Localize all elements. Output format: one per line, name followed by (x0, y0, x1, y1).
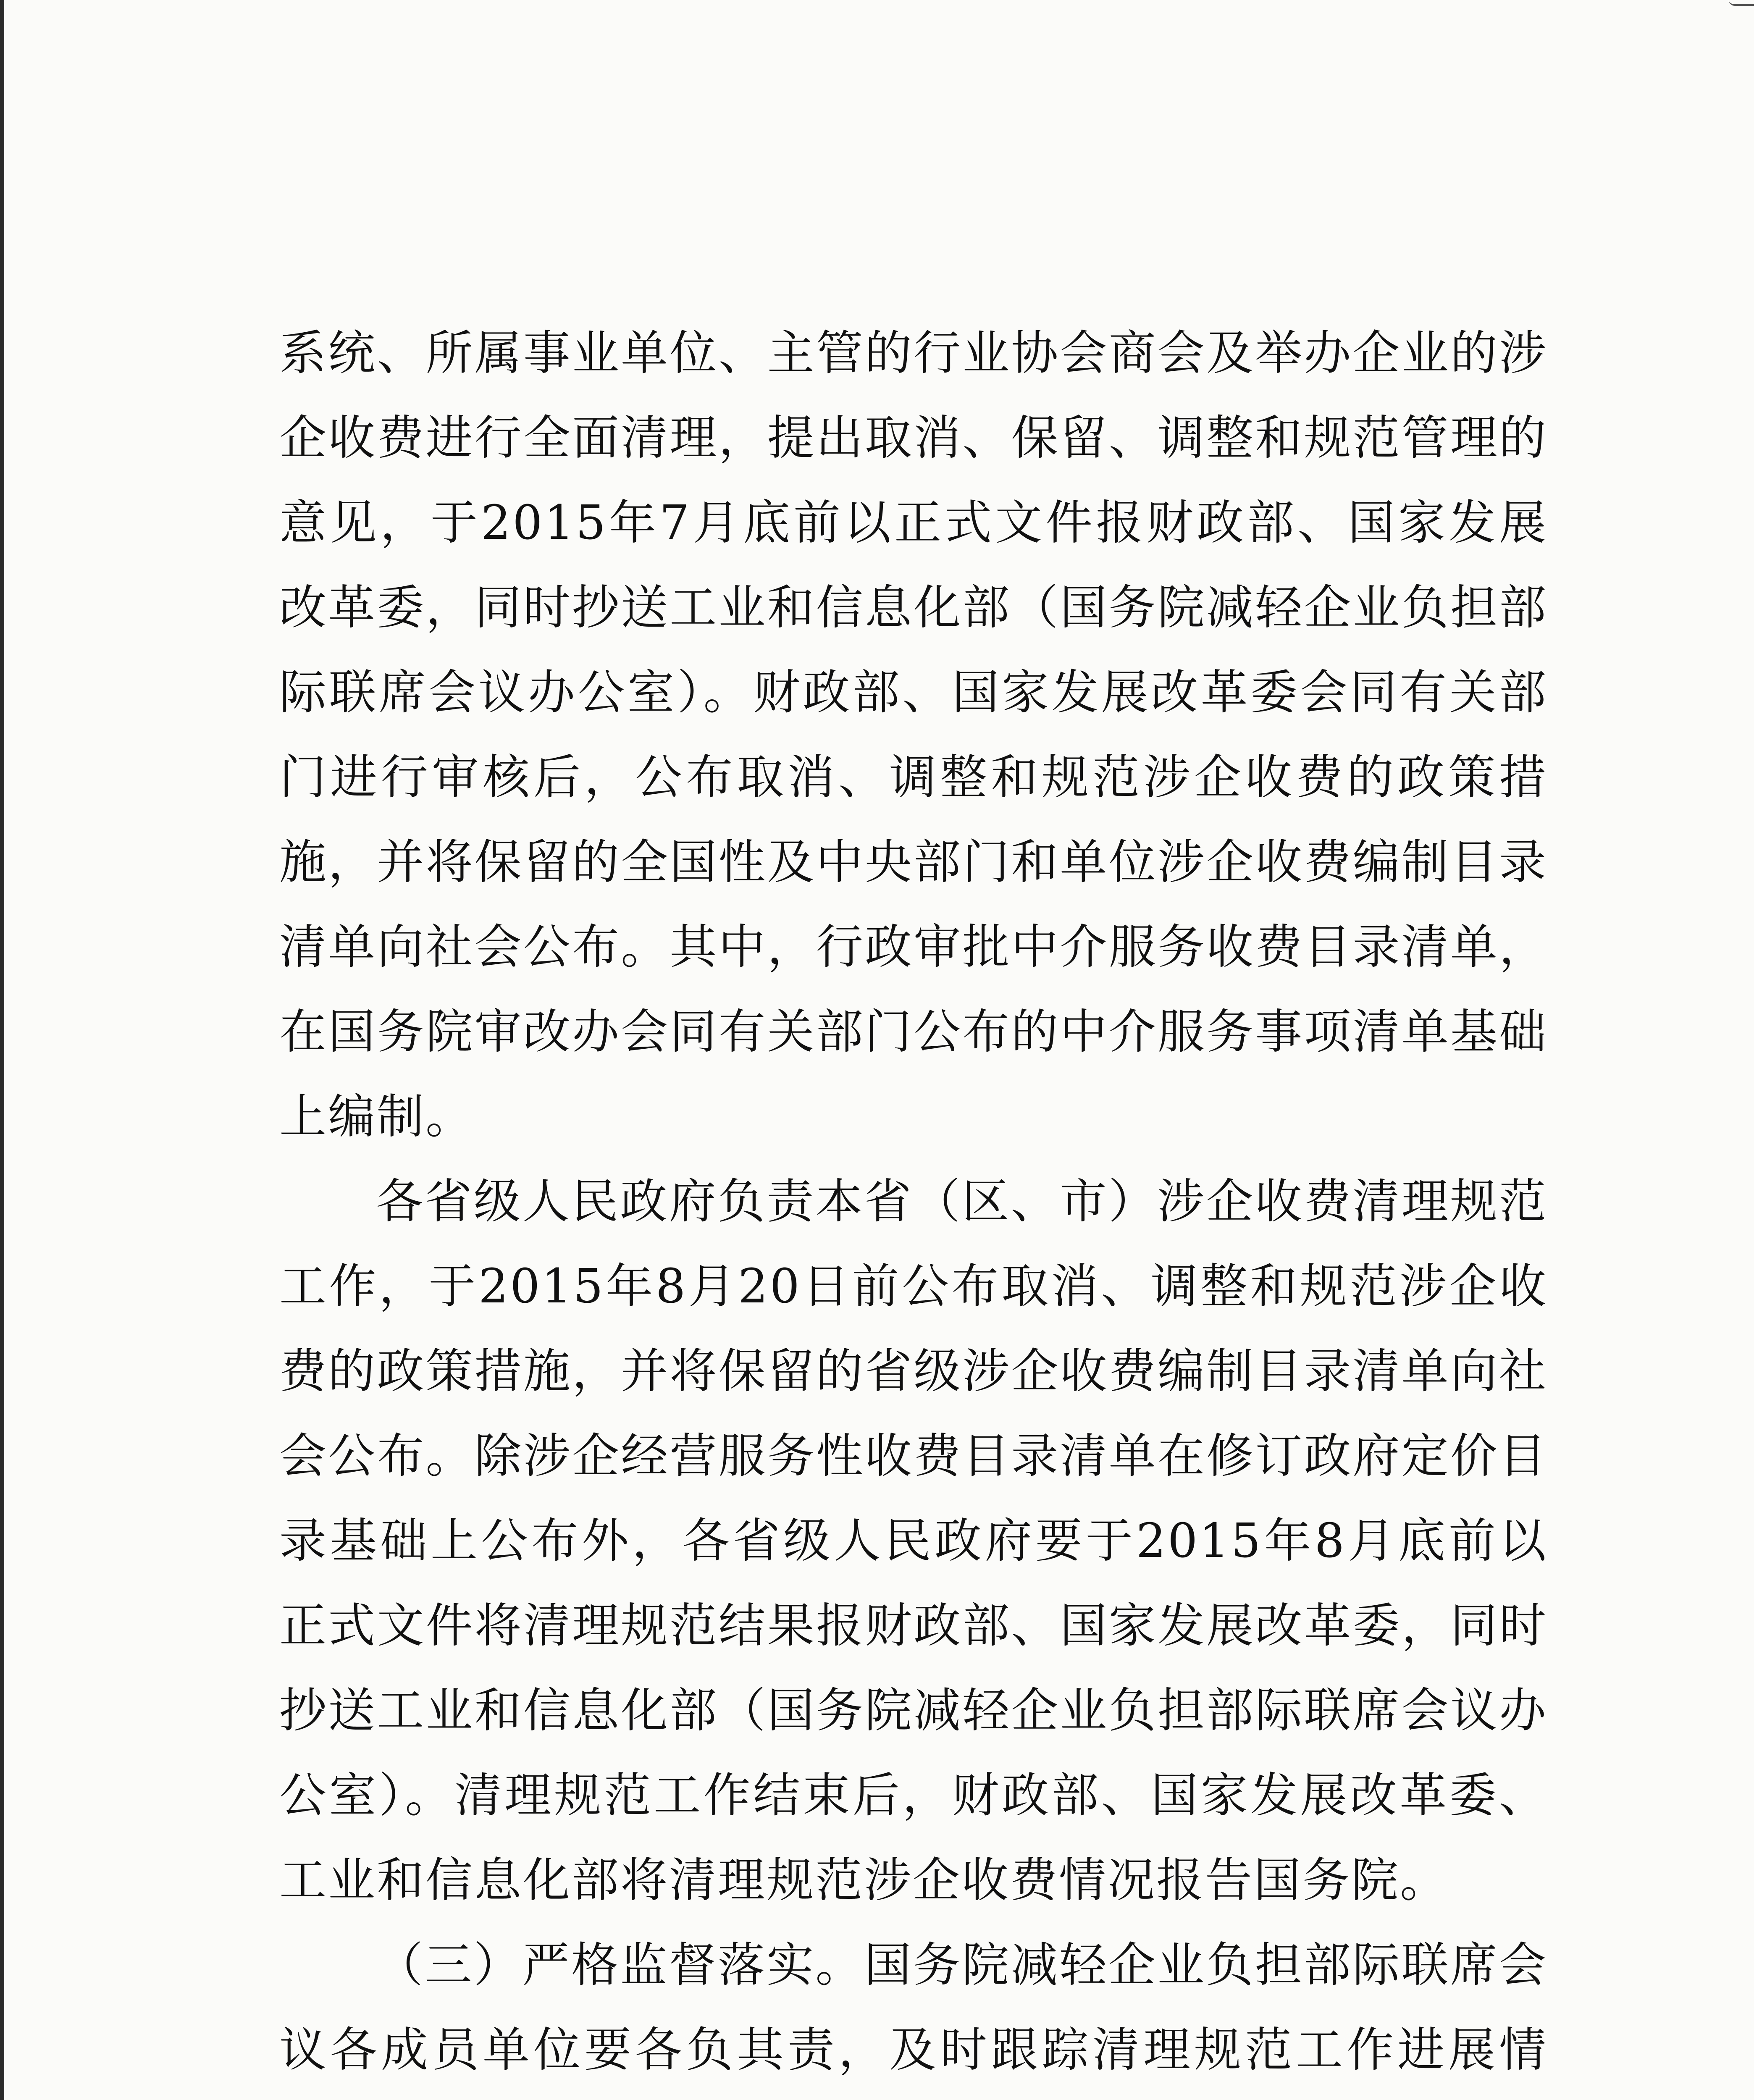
document-body (279, 311, 1548, 2100)
paragraph-continuation: 系统、所属事业单位、主管的行业协会商会及举办企业的涉企收费进行全面清理，提出取消、保留、调整和规范管理的意见，于2015年7月底前以正式文件报财政部、国家发展改革委，同时抄送工业和信息化部（国务院减轻企业负担部际联席会议办公室）。财政部、国家发展改革委会同有关部门进行审核后，公布取消、调整和规范涉企收费的政策措施，并将保留的全国性及中央部门和单位涉企收费编制目录清单向社会公布。其中，行政审批中介服务收费目录清单，在国务院审改办会同有关部门公布的中介服务事项清单基础上编制。 (279, 326, 1548, 1144)
paragraph-provincial: 各省级人民政府负责本省（区、市）涉企收费清理规范工作，于2015年8月20日前公布取消、调整和规范涉企收费的政策措施，并将保留的省级涉企收费编制目录清单向社会公布。除涉企经营服务性收费目录清单在修订政府定价目录基础上公布外，各省级人民政府要于2015年8月底前以正式文件将清理规范结果报财政部、国家发展改革委，同时抄送工业和信息化部（国务院减轻企业负担部际联席会议办公室）。清理规范工作结束后，财政部、国家发展改革委、工业和信息化部将清理规范涉企收费情况报告国务院。 (279, 1174, 1548, 1908)
scan-left-edge (0, 0, 4, 2100)
paragraph-supervision: （三）严格监督落实。国务院减轻企业负担部际联席会议各成员单位要各负其责，及时跟踪清理规范工作进展情 (279, 1938, 1548, 2077)
scan-corner-mark (1729, 0, 1754, 6)
